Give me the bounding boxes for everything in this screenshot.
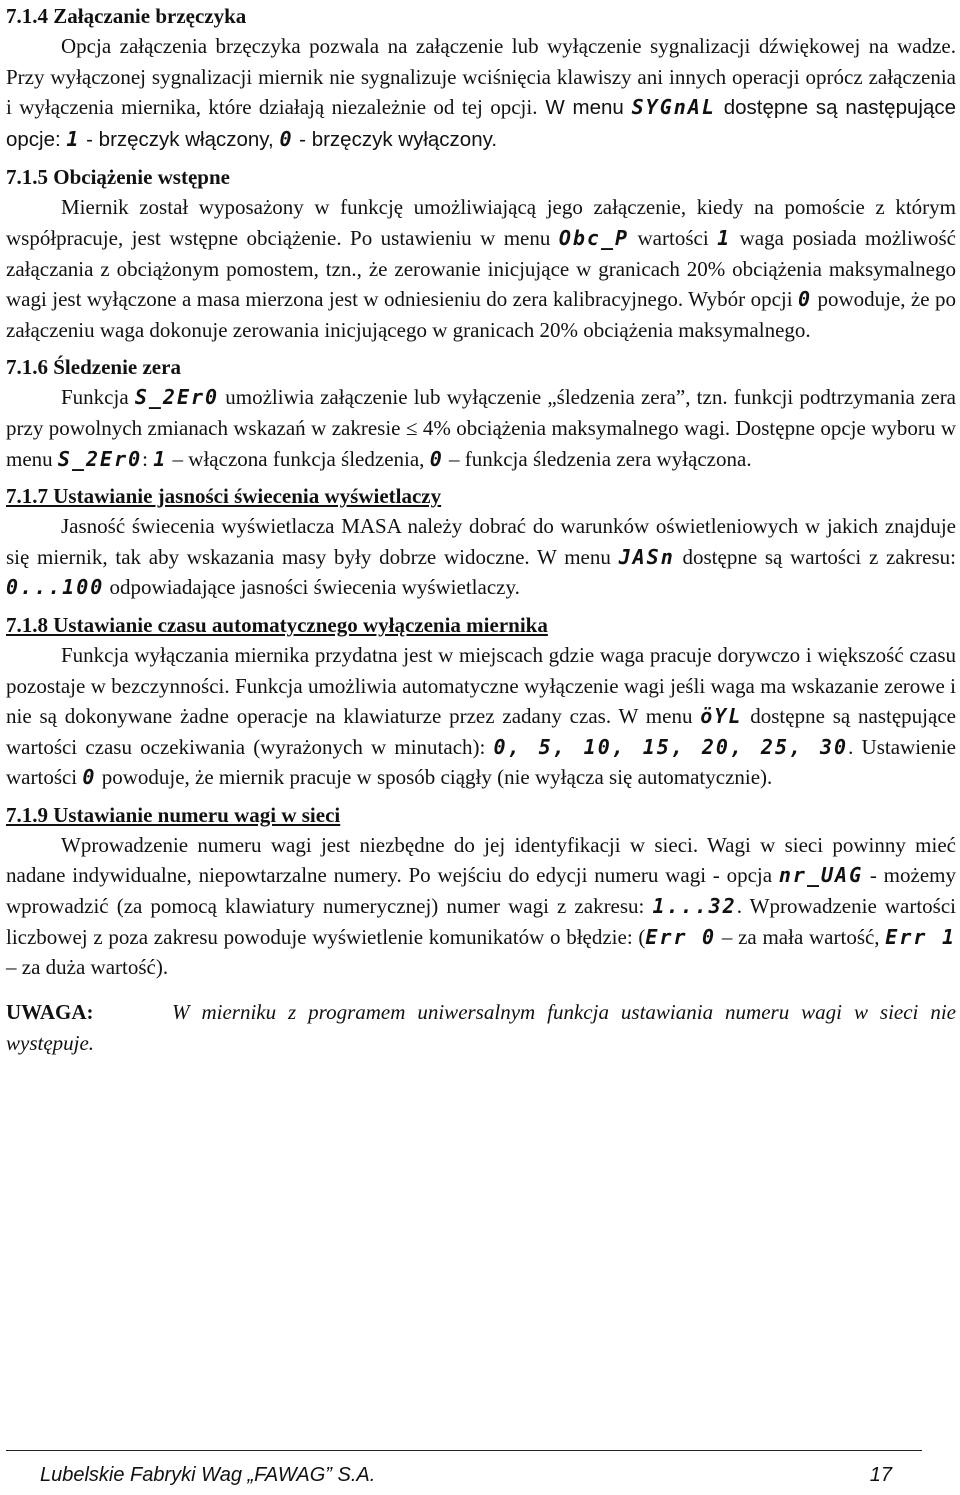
body-text: Wprowadzenie numeru wagi jest niezbędne do jej identyfikacji w sieci. Wagi w sieci powinny mieć nadane indywidualne, niepowtarzalne numery. Po wejściu do edycji numeru wagi - opcja	[6, 832, 956, 888]
footer-company: Lubelskie Fabryki Wag „FAWAG” S.A.	[40, 1464, 376, 1486]
body-text: dostępne są następujące opcje:	[6, 96, 956, 151]
section-body	[6, 830, 956, 983]
warning-text: W mierniku z programem uniwersalnym funkcja ustawiania numeru wagi w sieci nie występuje.	[6, 999, 956, 1055]
body-text: waga posiada możliwość załączania z obciążonym pomostem, tzn., że zerowanie inicjujące w granicach 20% obciążenia maksymalnego wagi jest wyłączone a masa mierzona jest w odniesieniu do zera kalibracyjnego. Wybór opcji	[6, 225, 956, 312]
warning-note	[6, 997, 956, 1059]
section-body	[6, 382, 956, 474]
body-text: Jasność świecenia wyświetlacza MASA należy dobrać do warunków oświetleniowych w jakich znajduje się miernik, tak aby wskazania masy były dobrze widoczne. W menu	[6, 514, 956, 569]
body-text: Funkcja	[61, 385, 135, 410]
section-title: 7.1.9 Ustawianie numeru wagi w sieci	[6, 802, 341, 827]
section-body	[6, 31, 956, 155]
body-text: - brzęczyk wyłączony.	[293, 127, 498, 151]
body-text: – funkcja śledzenia zera wyłączona.	[443, 446, 752, 471]
display-code: JASn	[618, 544, 675, 569]
display-code: 0, 5, 10, 15, 20, 25, 30	[493, 734, 849, 759]
display-code: Err 0	[645, 924, 717, 949]
display-code: SYGnAL	[631, 95, 716, 120]
display-code: öYL	[700, 704, 743, 729]
body-text: - brzęczyk włączony,	[80, 127, 280, 151]
body-text: Opcja załączenia brzęczyka pozwala na załączenie lub wyłączenie sygnalizacji dźwiękowej na wadze. Przy wyłączonej sygnalizacji miernik nie sygnalizuje wciśnięcia klawiszy ani innych operacji oprócz załączenia i wyłączenia miernika, które działają niezależnie od tej opcji.	[6, 34, 956, 120]
section-scale-number	[6, 801, 956, 983]
section-body	[6, 640, 956, 793]
section-auto-off	[6, 611, 956, 793]
section-body	[6, 511, 956, 603]
display-code: 1	[153, 446, 168, 471]
body-text: Miernik został wyposażony w funkcję umożliwiającą jego załączenie, kiedy na pomoście z którym współpracuje, jest wstępne obciążenie. Po ustawieniu w menu	[6, 195, 956, 250]
display-code: Obc_P	[558, 225, 630, 250]
body-text: powoduje, że miernik pracuje w sposób ciągły (nie wyłącza się automatycznie).	[96, 765, 773, 790]
body-text: – za duża wartość).	[6, 955, 169, 980]
section-title: 7.1.8 Ustawianie czasu automatycznego wyłączenia miernika	[6, 612, 548, 637]
display-code: 1	[717, 225, 732, 250]
display-code: 0...100	[6, 575, 105, 600]
body-text: W menu	[537, 96, 632, 120]
section-zero-tracking	[6, 353, 956, 474]
warning-label: UWAGA:	[6, 999, 94, 1024]
display-code: S_2Er0	[134, 385, 220, 410]
page-number: 17	[869, 1464, 892, 1486]
display-code: 1	[66, 126, 81, 151]
display-code: S_2Er0	[57, 446, 143, 471]
body-text: - możemy wprowadzić (za pomocą klawiatury numerycznej) numer wagi z zakresu:	[6, 863, 956, 919]
manual-page	[6, 2, 956, 1059]
body-text: . Ustawienie wartości	[6, 734, 957, 790]
body-text: wartości	[629, 225, 718, 250]
section-title: 7.1.5 Obciążenie wstępne	[6, 165, 230, 190]
body-text: dostępne są wartości z zakresu:	[674, 544, 956, 569]
body-text: . Wprowadzenie wartości liczbowej z poza zakresu powoduje wyświetlenie komunikatów o błędzie: (	[6, 894, 956, 949]
body-text: Funkcja wyłączania miernika przydatna jest w miejscach gdzie waga pracuje dorywczo i większość czasu pozostaje w bezczynności. Funkcja umożliwia automatyczne wyłączenie wagi jeśli waga ma wskazanie zerowe i nie są dokonywane żadne operacje na klawiaturze przez zadany czas. W menu	[6, 642, 956, 729]
display-code: 0	[429, 446, 444, 471]
footer-divider	[6, 1450, 922, 1451]
section-title: 7.1.7 Ustawianie jasności świecenia wyświetlaczy	[6, 484, 442, 509]
section-title: 7.1.4 Załączanie brzęczyka	[6, 4, 247, 28]
body-text: powoduje, że po załączeniu waga dokonuje zerowania inicjującego w granicach 20% obciążenia maksymalnego.	[6, 287, 956, 342]
display-code: 0	[279, 126, 294, 151]
body-text: umożliwia załączenie lub wyłączenie „śledzenia zera”, tzn. funkcji podtrzymania zera przy powolnych zmianach wskazań w zakresie ≤ 4% obciążenia maksymalnego wagi. Dostępne opcje wyboru w menu	[6, 385, 957, 471]
body-text: dostępne są następujące wartości czasu oczekiwania (wyrażonych w minutach):	[6, 704, 956, 759]
body-text: – włączona funkcja śledzenia,	[167, 446, 430, 471]
display-code: 0	[82, 765, 97, 790]
section-buzzer	[6, 2, 956, 155]
display-code: 0	[797, 287, 813, 312]
display-code: 1...32	[652, 894, 737, 919]
section-brightness	[6, 482, 956, 603]
body-text: odpowiadające jasności świecenia wyświetlaczy.	[104, 575, 520, 600]
section-preload	[6, 163, 956, 345]
section-title: 7.1.6 Śledzenie zera	[6, 355, 181, 380]
display-code: Err 1	[885, 924, 956, 949]
display-code: nr_UAG	[778, 863, 864, 888]
body-text: :	[142, 446, 154, 471]
body-text: – za mała wartość,	[716, 924, 886, 949]
section-body	[6, 192, 956, 345]
